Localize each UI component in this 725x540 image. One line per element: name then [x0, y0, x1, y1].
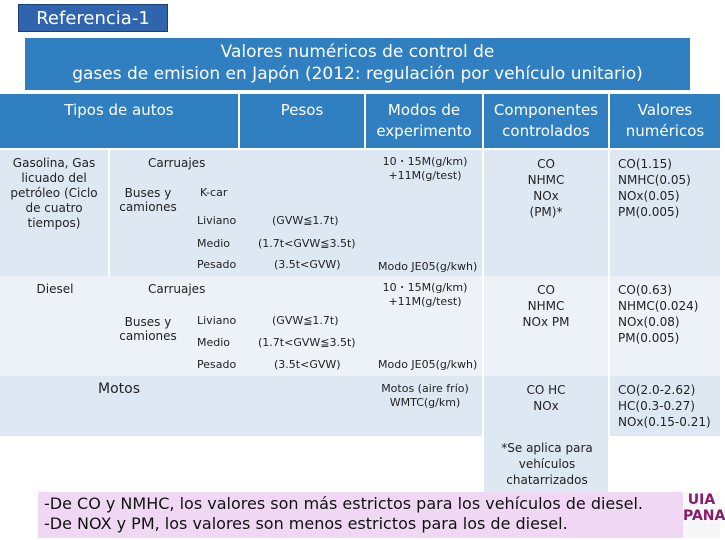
- gasoline-medio: Medio: [197, 237, 231, 250]
- title-line-2: gases de emision en Japón (2012: regulación por vehículo unitario): [72, 64, 643, 84]
- diesel-mode-heavy: Modo JE05(g/kwh): [378, 358, 478, 371]
- motos-components: CO HC NOx: [526, 383, 566, 413]
- header-components: Componentes controlados: [484, 94, 608, 148]
- motos-label: Motos: [98, 381, 140, 397]
- gasoline-buses: Buses y camiones: [119, 186, 177, 214]
- diesel-fuel-label: Diesel: [36, 282, 74, 296]
- gasoline-liviano: Liviano: [197, 214, 237, 227]
- gasoline-values: CO(1.15) NMHC(0.05) NOx(0.05) PM(0.005): [618, 157, 691, 219]
- header-values: Valores numéricos: [610, 94, 720, 148]
- note-line-2: -De NOX y PM, los valores son menos estrictos para los de diesel.: [44, 514, 568, 533]
- logo: UIA PANA: [683, 492, 720, 538]
- footnote: *Se aplica para vehículos chatarrizados: [501, 441, 593, 487]
- gasoline-liviano-weight: (GVW≦1.7t): [272, 214, 339, 227]
- header-modes: Modos de experimento: [366, 94, 482, 148]
- reference-label: Referencia-1: [18, 4, 168, 32]
- gasoline-kcar: K-car: [200, 186, 228, 199]
- header-weights: Pesos: [240, 94, 364, 148]
- motos-values: CO(2.0-2.62) HC(0.3-0.27) NOx(0.15-0.21): [618, 383, 711, 429]
- summary-note: [38, 492, 683, 538]
- diesel-band: [0, 276, 720, 376]
- diesel-liviano-weight: (GVW≦1.7t): [272, 314, 339, 327]
- gasoline-pesado: Pesado: [197, 258, 237, 271]
- diesel-pesado-weight: (3.5t<GVW): [274, 358, 341, 371]
- header-types: Tipos de autos: [0, 94, 238, 148]
- note-line-1: -De CO y NMHC, los valores son más estrictos para los vehículos de diesel.: [44, 494, 643, 513]
- diesel-components: CO NHMC NOx PM: [522, 283, 570, 329]
- diesel-buses: Buses y camiones: [119, 315, 177, 343]
- title-line-1: Valores numéricos de control de: [220, 42, 495, 62]
- gasoline-components: CO NHMC NOx (PM)*: [527, 157, 565, 219]
- gasoline-mode-heavy: Modo JE05(g/kwh): [378, 260, 478, 273]
- diesel-medio: Medio: [197, 336, 231, 349]
- diesel-liviano: Liviano: [197, 314, 237, 327]
- motos-mode: Motos (aire frío) WMTC(g/km): [381, 382, 469, 409]
- diesel-medio-weight: (1.7t<GVW≦3.5t): [258, 336, 356, 349]
- gasoline-carruajes: Carruajes: [148, 156, 206, 170]
- gasoline-medio-weight: (1.7t<GVW≦3.5t): [258, 237, 356, 250]
- diesel-carruajes: Carruajes: [148, 282, 206, 296]
- page-title: [25, 38, 690, 90]
- diesel-values: CO(0.63) NHMC(0.024) NOx(0.08) PM(0.005): [618, 283, 699, 345]
- gasoline-fuel-label: Gasolina, Gas licuado del petróleo (Ciclo de cuatro tiempos): [10, 156, 98, 230]
- gasoline-pesado-weight: (3.5t<GVW): [274, 258, 341, 271]
- diesel-mode-main: 10・15M(g/km) +11M(g/test): [382, 281, 468, 308]
- gasoline-mode-main: 10・15M(g/km) +11M(g/test): [382, 155, 468, 182]
- diesel-pesado: Pesado: [197, 358, 237, 371]
